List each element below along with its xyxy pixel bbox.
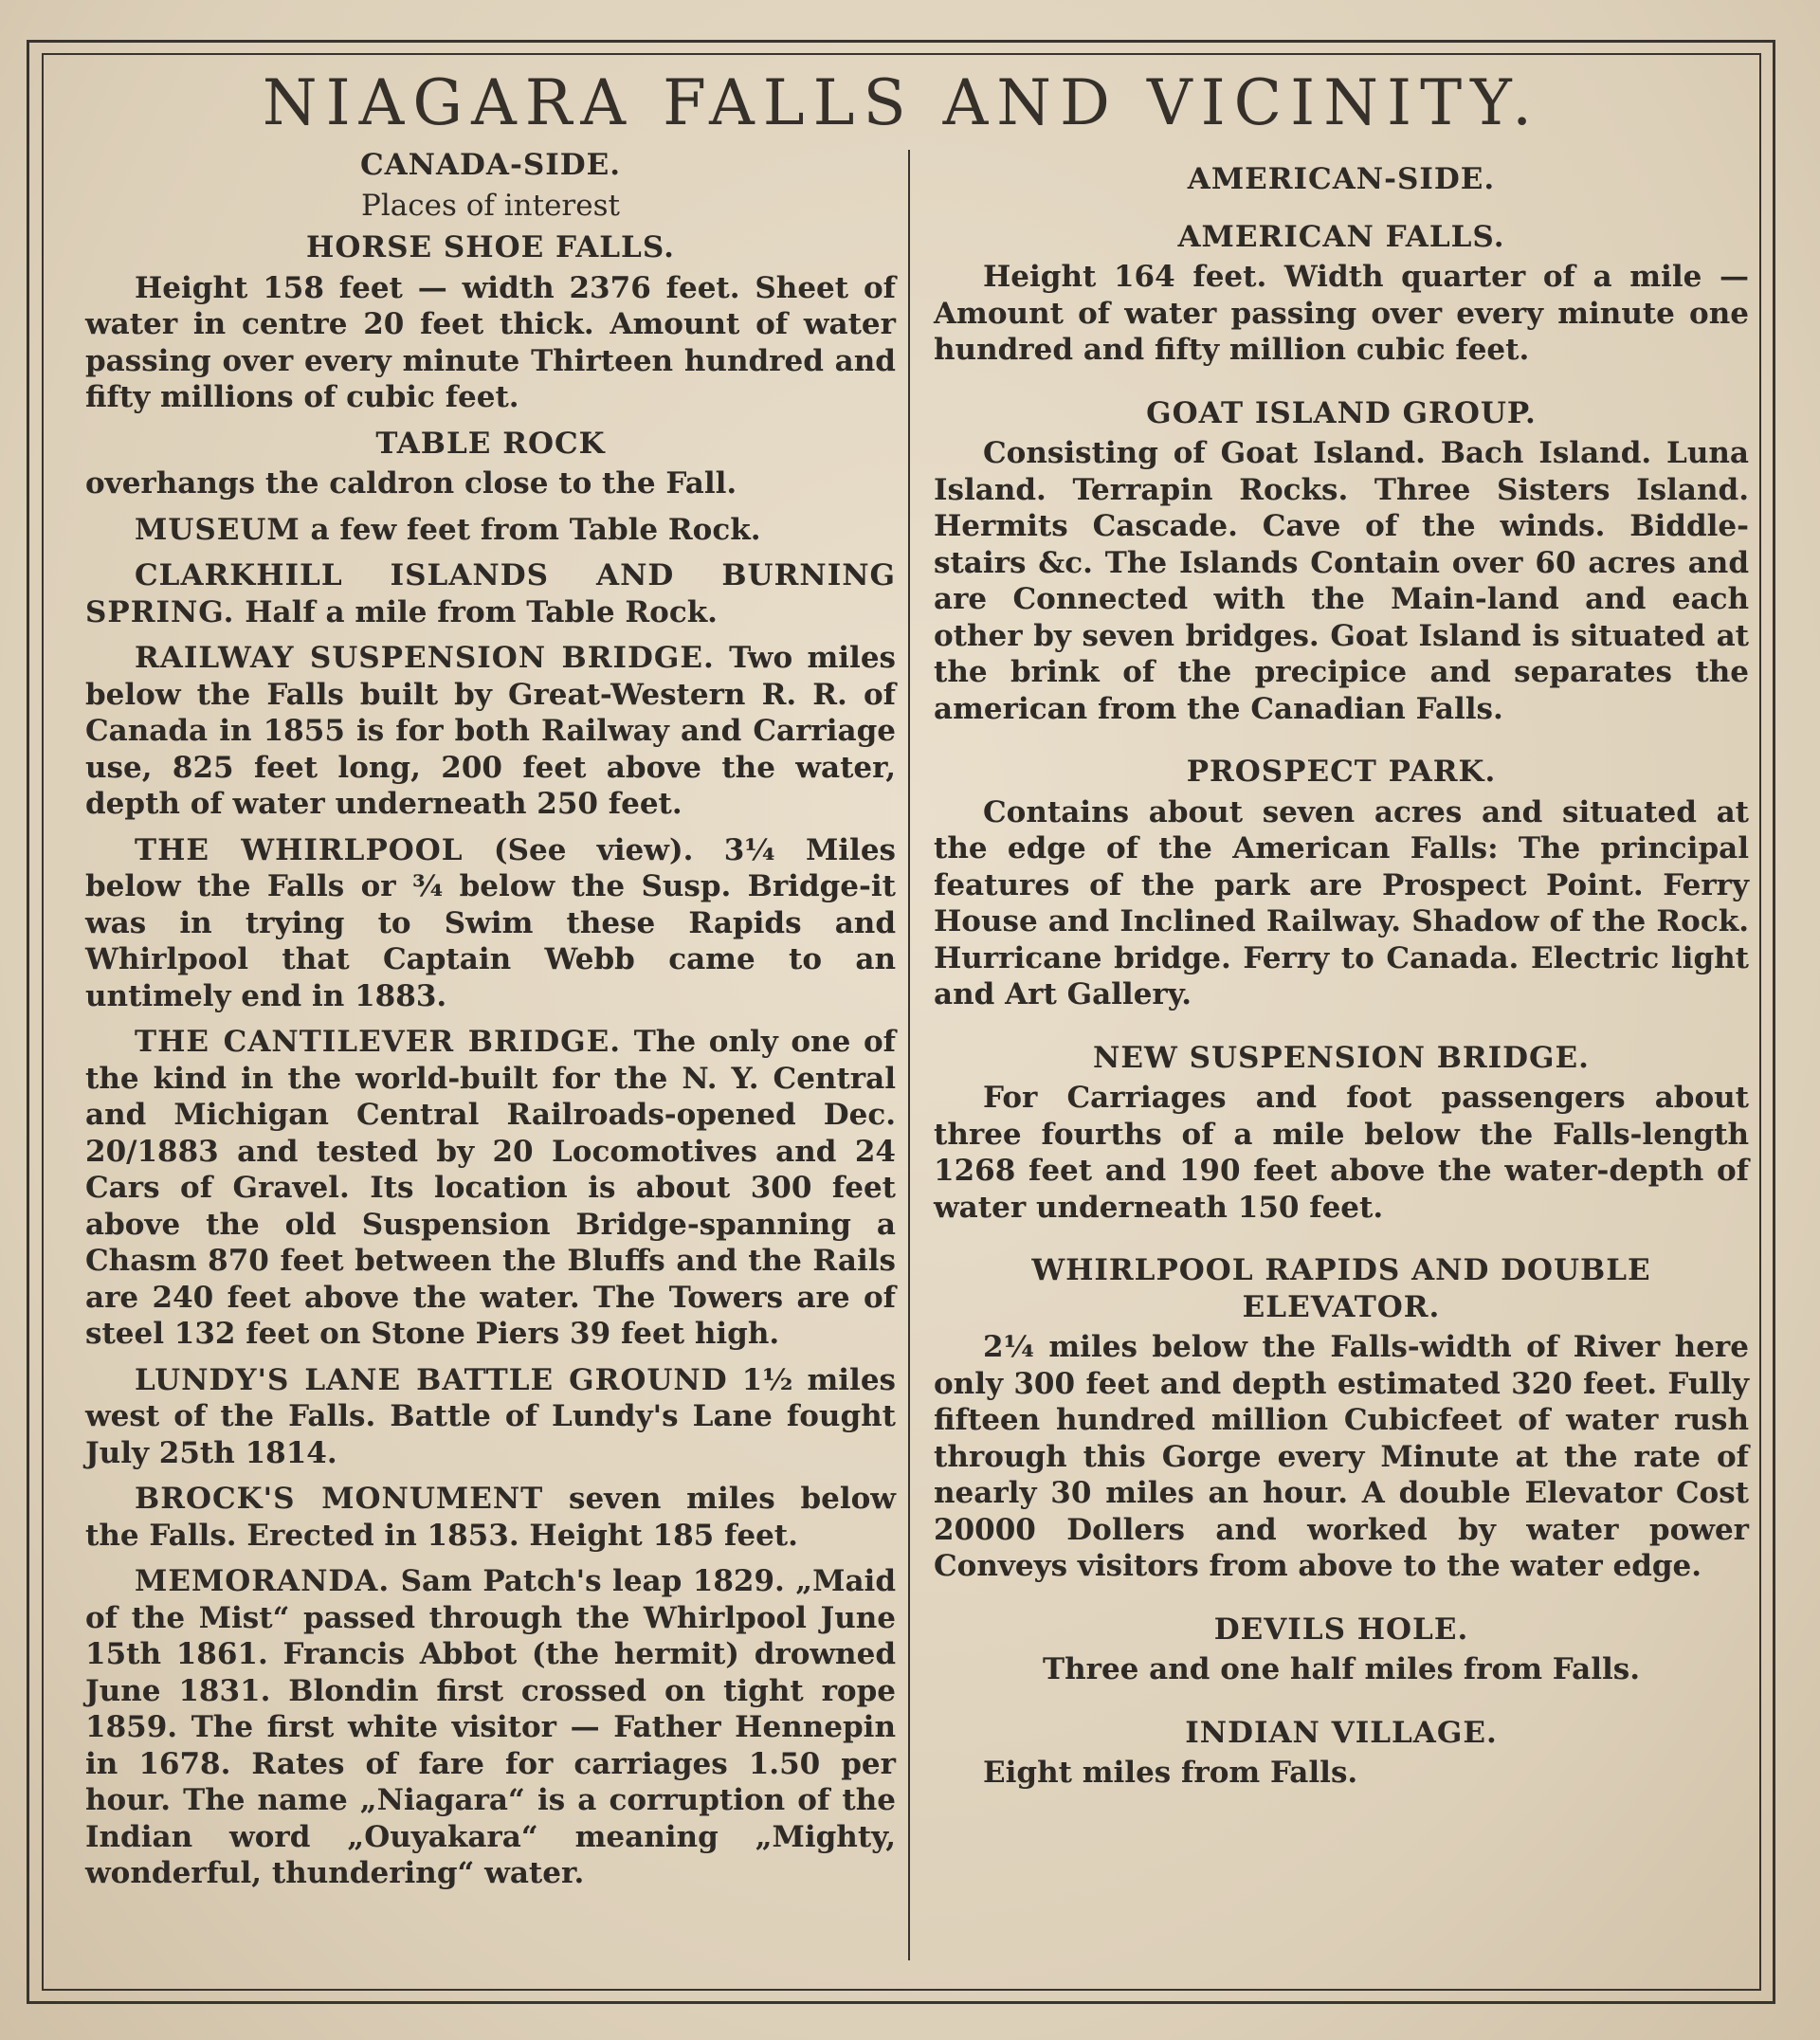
clarkhill-label: CLARKHILL ISLANDS AND BURNING SPRING. — [85, 558, 896, 629]
whirlpool-label: THE WHIRLPOOL — [135, 832, 464, 867]
memoranda-label: MEMORANDA. — [135, 1564, 391, 1598]
places-of-interest-subheading: Places of interest — [361, 188, 620, 223]
canada-side-column — [85, 147, 896, 1902]
new-suspension-bridge-text: For Carriages and foot passengers about three fourths of a mile below the Falls-length 1268 feet and 190 feet above the water-depth of water underneath 150 feet. — [934, 1081, 1749, 1225]
table-rock-text: overhangs the caldron close to the Fall. — [85, 466, 737, 501]
page-title: NIAGARA FALLS AND VICINITY. — [262, 66, 1541, 139]
memoranda-entry — [85, 1563, 896, 1892]
memoranda-text: Sam Patch's leap 1829. „Maid of the Mist“ passed through the Whirlpool June 15th 1861. Francis Abbot (the hermit) drowned June 1831. Blondin first crossed on tight rope 1859. The first white visitor — Father Hennepin in 1678. Rates of fare for carriages 1.50 per hour. The name „Niagara“ is a corruption of the Indian word „Ouyakara“ meaning „Mighty, wonderful, thundering“ water. — [85, 1564, 896, 1890]
indian-village-heading: INDIAN VILLAGE. — [1185, 1715, 1498, 1750]
clarkhill-entry — [85, 557, 896, 630]
american-falls-heading: AMERICAN FALLS. — [1177, 219, 1505, 254]
new-suspension-bridge-heading: NEW SUSPENSION BRIDGE. — [1093, 1040, 1590, 1075]
brocks-monument-entry — [85, 1481, 896, 1554]
lundys-lane-entry — [85, 1362, 896, 1472]
table-rock-heading: TABLE ROCK — [375, 426, 606, 461]
railway-bridge-entry — [85, 640, 896, 823]
whirlpool-rapids-text: 2¼ miles below the Falls-width of River here only 300 feet and depth estimated 320 feet. Fully fifteen hundred million Cubicfeet of water rush through this Gorge every Minute at the rate of nearly 30 miles an hour. A double Elevator Cost 20000 Dollers and worked by water power Conveys visitors from above to the water edge. — [934, 1330, 1749, 1583]
american-falls-text: Height 164 feet. Width quarter of a mile — Amount of water passing over every minute one hundred and fifty million cubic feet. — [934, 260, 1749, 367]
brocks-monument-label: BROCK'S MONUMENT — [135, 1482, 544, 1516]
goat-island-text: Consisting of Goat Island. Bach Island. Luna Island. Terrapin Rocks. Three Sisters Island. Hermits Cascade. Cave of the winds. Biddle-stairs &c. The Islands Contain over 60 acres and are Connected with the Main-land and each other by seven bridges. Goat Island is situated at the brink of the precipice and separates the american from the Canadian Falls. — [934, 436, 1749, 726]
whirlpool-rapids-heading: WHIRLPOOL RAPIDS AND DOUBLE ELEVATOR. — [1031, 1253, 1651, 1324]
whirlpool-text: (See view). 3¼ Miles below the Falls or ¾ below the Susp. Bridge-it was in trying to Swim these Rapids and Whirlpool that Captain Webb came to an untimely end in 1883. — [85, 832, 896, 1013]
indian-village-text: Eight miles from Falls. — [983, 1756, 1358, 1790]
canada-side-heading: CANADA-SIDE. — [359, 148, 622, 182]
horseshoe-falls-text: Height 158 feet — width 2376 feet. Sheet of water in centre 20 feet thick. Amount of water passing over every minute Thirteen hundred and fifty millions of cubic feet. — [85, 270, 896, 414]
column-divider — [908, 150, 910, 1960]
lundys-lane-text: 1½ miles west of the Falls. Battle of Lundy's Lane fought July 25th 1814. — [85, 1362, 896, 1470]
lundys-lane-label: LUNDY'S LANE BATTLE GROUND — [135, 1362, 728, 1397]
museum-entry — [85, 512, 896, 549]
american-side-heading: AMERICAN-SIDE. — [1187, 162, 1496, 196]
devils-hole-heading: DEVILS HOLE. — [1213, 1612, 1469, 1647]
horseshoe-falls-heading: HORSE SHOE FALLS. — [306, 230, 675, 264]
prospect-park-heading: PROSPECT PARK. — [1186, 755, 1497, 789]
railway-bridge-text: Two miles below the Falls built by Great-Western R. R. of Canada in 1855 is for both Railway and Carriage use, 825 feet long, 200 feet above the water, depth of water underneath 250 feet. — [85, 641, 897, 821]
cantilever-bridge-label: THE CANTILEVER BRIDGE. — [135, 1025, 622, 1059]
whirlpool-entry — [85, 832, 896, 1015]
museum-label: MUSEUM — [135, 512, 300, 547]
prospect-park-text: Contains about seven acres and situated at the edge of the American Falls: The principal features of the park are Prospect Point. Ferry House and Inclined Railway. Shadow of the Rock. Hurricane bridge. Ferry to Canada. Electric light and Art Gallery. — [934, 794, 1749, 1011]
railway-bridge-label: RAILWAY SUSPENSION BRIDGE. — [135, 641, 715, 675]
goat-island-heading: GOAT ISLAND GROUP. — [1146, 395, 1537, 430]
cantilever-bridge-entry — [85, 1024, 896, 1353]
brocks-monument-text: seven miles below the Falls. Erected in 1853. Height 185 feet. — [85, 1482, 896, 1553]
cantilever-bridge-text: The only one of the kind in the world-built for the N. Y. Central and Michigan Central Railroads-opened Dec. 20/1883 and tested by 20 Locomotives and 24 Cars of Gravel. Its location is about 300 feet above the old Suspension Bridge-spanning a Chasm 870 feet between the Bluffs and the Rails are 240 feet above the water. The Towers are of steel 132 feet on Stone Piers 39 feet high. — [85, 1025, 896, 1351]
american-side-column — [934, 161, 1749, 1801]
devils-hole-text: Three and one half miles from Falls. — [1043, 1652, 1640, 1686]
museum-text: a few feet from Table Rock. — [300, 512, 761, 547]
clarkhill-text: Half a mile from Table Rock. — [234, 594, 718, 629]
